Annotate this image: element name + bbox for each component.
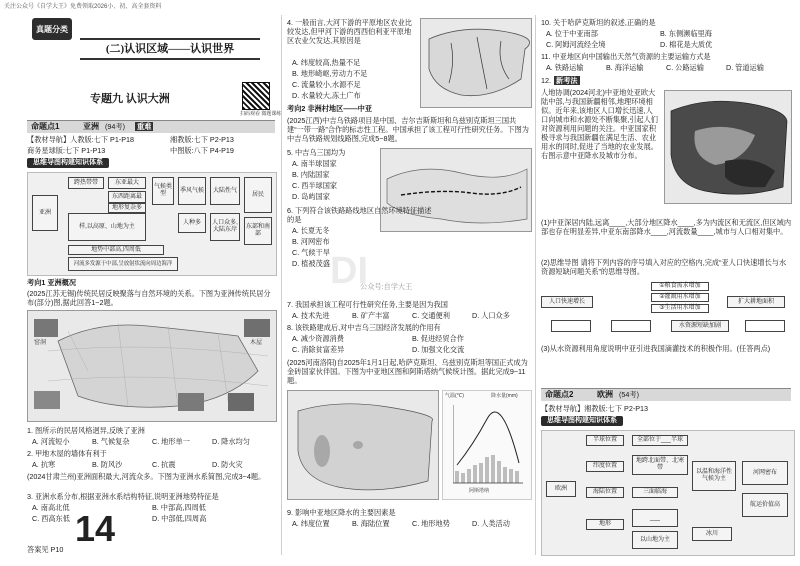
point2-freq: (54考) xyxy=(619,390,639,399)
mid-q5-c[interactable]: C. 西半球国家 xyxy=(292,181,338,190)
mid-q7-a[interactable]: A. 技术先进 xyxy=(292,311,330,320)
mid-q6-d[interactable]: D. 植被茂盛 xyxy=(292,259,330,268)
mm1-node-8: 季风气候 xyxy=(178,177,206,205)
mid-q5-a[interactable]: A. 南半球国家 xyxy=(292,159,337,168)
map-label-1: 木屋 xyxy=(250,340,263,346)
central-asia-map xyxy=(287,390,439,500)
right-q11-d[interactable]: D. 管道运输 xyxy=(726,63,764,72)
flow-opt-1: ②灌溉用水增加 xyxy=(651,293,709,302)
mm1-node-7: 气候类型 xyxy=(152,177,174,205)
mid-q7-d[interactable]: D. 人口众多 xyxy=(472,311,510,320)
mm2-node-4: 全部位于 ___ 半球 xyxy=(632,435,688,446)
chart-label-temp: 气温(℃) xyxy=(445,393,464,399)
point1-bar xyxy=(27,120,275,133)
textbook-row1-b: 湘教版:七下 P2-P13 xyxy=(170,135,234,144)
mid-q5-d[interactable]: D. 岛屿国家 xyxy=(292,192,330,201)
right-q11: 11. 中亚地区向中国输出天然气资源的主要运输方式是 xyxy=(541,52,711,61)
mm1-node-5: 地势中部高,四周低 xyxy=(68,245,164,255)
flow-node-2: 水资源短缺加剧 xyxy=(671,320,729,332)
mid-watermark: 公众号:自学大王 xyxy=(360,282,413,291)
mm1-node-11: 人种多 xyxy=(178,213,206,233)
q12-part1: (1)中亚深居内陆,远离____,大部分地区降水____,多为内流区和无流区,但区域内部也存在明显差异,中亚东南部降水____,河流数量____,城市与人口相对集中。 xyxy=(541,218,792,236)
photo-wood xyxy=(244,319,270,337)
mid-q9-a[interactable]: A. 纬度位置 xyxy=(292,519,330,528)
mid-q6: 6. 下列符合该铁路路线地区自然环境特征描述的是 xyxy=(287,206,432,224)
map-label-0: 窑洞 xyxy=(34,340,47,346)
left-q2-c[interactable]: C. 抗震 xyxy=(152,460,176,469)
q12-intro: 人地协调(2024河北)中亚地处亚欧大陆中部,与我国新疆相邻,地理环境相似。近年来,该地区人口增长迅速,人口向城市和水源处不断集聚,引起人们对资源利用问题的关注。中亚国家积极寻求与我国新疆在满足生活、农业用水的同时,促进了当地的农业发展。右图示意中亚降水及城市分布。 xyxy=(541,88,658,160)
mm2-node-2: 海陆位置 xyxy=(586,487,624,498)
mid-q4: 4. 一般而言,大河下游的平原地区农业比较发达,但甲河下游的西西伯利亚平原地区农业欠发达,其原因是 xyxy=(287,18,412,45)
q12-part2: (2)思维导图 请将下列内容的序号填入对应的空格内,完成“亚人口快速增长与水资源短缺问题关系”的思维导图。 xyxy=(541,258,787,276)
mid-q5: 5. 中吉乌三国均为 xyxy=(287,148,346,157)
point2-bar xyxy=(541,388,791,401)
left-q3-a[interactable]: A. 南高北低 xyxy=(32,503,70,512)
mid-q4-b[interactable]: B. 地形崎岖,劳动力不足 xyxy=(292,69,368,78)
mid-q9-b[interactable]: B. 海陆位置 xyxy=(352,519,390,528)
left-q2-b[interactable]: B. 防风沙 xyxy=(92,460,123,469)
mid-q6-a[interactable]: A. 长夏无冬 xyxy=(292,226,330,235)
mm2-node-12: 冰川 xyxy=(692,527,732,541)
mm1-node-0: 跨热带带 xyxy=(68,177,104,189)
point2-name: 欧洲 xyxy=(597,390,613,399)
mid-q8-d[interactable]: D. 加强文化交流 xyxy=(412,345,465,354)
topic-title: 专题九 认识大洲 xyxy=(90,93,170,105)
mm1-node-6: 河流多发源于中部,呈放射状流向周边海洋 xyxy=(68,257,178,271)
mid-q7-b[interactable]: B. 矿产丰富 xyxy=(352,311,390,320)
mid-q8-b[interactable]: B. 促进经贸合作 xyxy=(412,334,464,343)
mm1-node-10: 居民 xyxy=(244,177,272,213)
chart-label-city: 阿斯塔纳 xyxy=(469,488,490,494)
q12-number: 12. xyxy=(541,76,551,85)
mid-q5-b[interactable]: B. 内陆国家 xyxy=(292,170,330,179)
mm2-node-8: 以山地为主 xyxy=(632,531,678,549)
right-q10-c[interactable]: C. 阿姆河流经全境 xyxy=(546,40,606,49)
column-divider-1 xyxy=(281,15,282,555)
photo-bamboo xyxy=(178,393,204,411)
mindmap1-title: 思维导图构建知识体系 xyxy=(27,158,109,168)
mid-q9: 9. 影响中亚地区降水的主要因素是 xyxy=(287,508,396,517)
mm2-node-5: 地跨北面带、北寒带 xyxy=(632,455,688,475)
mm1-node-2: 东西距离最 xyxy=(108,191,146,203)
left-q1-a[interactable]: A. 河流短小 xyxy=(32,437,70,446)
climate-chart xyxy=(442,390,532,500)
mid-q8-c[interactable]: C. 消除贫富差异 xyxy=(292,345,345,354)
mid-q4-c[interactable]: C. 流量较小,水源不足 xyxy=(292,80,361,89)
photo-stilt xyxy=(228,393,254,411)
column-divider-2 xyxy=(535,15,536,555)
asia-rivers-map xyxy=(420,18,532,108)
mid-q9-c[interactable]: C. 地形地势 xyxy=(412,519,450,528)
flow-blank-0[interactable] xyxy=(551,320,591,332)
watermark-logo: DI xyxy=(330,250,368,292)
mm1-node-9: 大陆性气 xyxy=(210,177,240,205)
mid-intro: (2025江西)中吉乌铁路项目是中国、吉尔吉斯斯坦和乌兹别克斯坦三国共建“一带一路”合作的标志性工程。中国承担了该工程可行性研究任务。下图为中吉乌铁路规划线路图,完成5~8题。 xyxy=(287,116,529,143)
photo-cave xyxy=(34,319,58,337)
section1-label: 考向1 亚洲概况 xyxy=(27,278,77,287)
mm2-node-10: 河网密布 xyxy=(742,461,788,485)
answer-ref[interactable]: 答案见 P10 xyxy=(27,545,64,554)
left-intro: (2025江苏无锡)传统民居反映聚落与自然环境的关系。下图为亚洲传统民居分布(部分)图,据此回答1~2题。 xyxy=(27,289,271,307)
left-q1-c[interactable]: C. 地形单一 xyxy=(152,437,190,446)
mm2-node-11: 航运价值高 xyxy=(742,493,788,517)
qr-caption: 扫码观看 微题课练 xyxy=(240,111,282,117)
flow-blank-2[interactable] xyxy=(745,320,785,332)
left-q2: 2. 甲地木屋的墙体有利于 xyxy=(27,449,107,458)
right-q10-b[interactable]: B. 东侧濒临里海 xyxy=(660,29,712,38)
mm1-node-asia: 亚洲 xyxy=(32,195,58,231)
mid-q8-a[interactable]: A. 减少资源消费 xyxy=(292,334,344,343)
mid-q7: 7. 我国承担该工程可行性研究任务,主要是因为我国 xyxy=(287,300,448,309)
right-q11-a[interactable]: A. 铁路运输 xyxy=(546,63,584,72)
right-q11-c[interactable]: C. 公路运输 xyxy=(666,63,704,72)
qr-code[interactable] xyxy=(242,82,270,110)
left-q3-d[interactable]: D. 中部低,四周高 xyxy=(152,514,207,523)
mm2-node-3: 地形 xyxy=(586,519,624,530)
flow-opt-2: ③生活用水增加 xyxy=(651,304,709,313)
mid-q4-d[interactable]: D. 水量较大,冻土广布 xyxy=(292,91,361,100)
left-q3-c[interactable]: C. 西高东低 xyxy=(32,514,70,523)
top-watermark: 关注公众号《自学大王》免费领取2026小、初、高全套资料 xyxy=(4,4,162,10)
mid-q4-a[interactable]: A. 纬度较高,热量不足 xyxy=(292,58,361,67)
mm2-root: 欧洲 xyxy=(546,481,576,497)
chart-label-precip: 降水量(mm) xyxy=(491,393,518,399)
mm1-node-3: 样,以高原、山地为主 xyxy=(68,213,146,241)
mm1-node-13: 人口众多,大陆东岸 xyxy=(210,213,240,241)
flow-blank-1[interactable] xyxy=(611,320,651,332)
q12-badge: 新考法 xyxy=(556,76,578,85)
flow-opt-0: ①粮食需求增加 xyxy=(651,282,709,291)
right-q11-b[interactable]: B. 海洋运输 xyxy=(606,63,644,72)
mm2-node-9: 以温和海洋性气候为主 xyxy=(692,461,736,491)
mm2-node-0: 半球位置 xyxy=(586,435,624,446)
water-shortage-flow xyxy=(541,282,793,340)
flow-node-1: 扩大耕地面积 xyxy=(727,296,785,308)
chapter-title: (二)认识区域——认识世界 xyxy=(80,38,260,60)
asia-dwellings-map xyxy=(27,310,277,422)
q12-part3: (3)从水资源利用角度说明中亚引进我国滴灌技术的积极作用。(任答两点) xyxy=(541,344,771,353)
flow-node-0: 人口快速增长 xyxy=(541,296,593,308)
left-q3: 3. 亚洲水系分布,根据亚洲水系结构特征,说明亚洲地势特征是 xyxy=(27,492,219,501)
left-q1-b[interactable]: B. 气候复杂 xyxy=(92,437,130,446)
left-q3-b[interactable]: B. 中部高,四周低 xyxy=(152,503,206,512)
point1-tag: 重难 xyxy=(137,122,152,131)
mindmap2 xyxy=(541,430,795,556)
badge-zhenti: 真题分类 xyxy=(32,18,72,40)
textbook-row2-a: 商务星球版:七下 P1-P13 xyxy=(27,146,106,155)
point2-label: 命题点2 xyxy=(545,390,574,399)
textbook-row1-a: 【教材导航】人教版:七下 P1-P18 xyxy=(27,135,135,144)
textbook-row2-b: 中图版:八下 P4-P19 xyxy=(170,146,234,155)
right-q10: 10. 关于哈萨克斯坦的叙述,正确的是 xyxy=(541,18,656,27)
mid-q7-c[interactable]: C. 交通便利 xyxy=(412,311,450,320)
mindmap1 xyxy=(27,172,277,276)
point1-freq: (94考) xyxy=(105,122,125,131)
mm1-node-12: 东部和南部 xyxy=(244,217,272,245)
left-q1-d[interactable]: D. 降水均匀 xyxy=(212,437,250,446)
mm1-node-4: 地形复杂多 xyxy=(108,203,146,213)
right-q10-a[interactable]: A. 位于中亚南部 xyxy=(546,29,598,38)
page-number: 14 xyxy=(75,508,116,549)
photo-yurt xyxy=(34,391,60,409)
mm2-node-6: 三面临海 xyxy=(632,487,678,498)
point1-name: 亚洲 xyxy=(83,122,99,131)
left-q2-a[interactable]: A. 抗寒 xyxy=(32,460,56,469)
mid-q6-b[interactable]: B. 河网密布 xyxy=(292,237,330,246)
right-q10-d[interactable]: D. 棉花是大质优 xyxy=(660,40,713,49)
left-q1: 1. 图所示的民居风格迥异,反映了亚洲 xyxy=(27,426,145,435)
mid-intro2: (2025河南洛阳)自2025年1月1日起,哈萨克斯坦、乌兹别克斯坦等国正式成为金砖国家伙伴国。下图为中亚地区图和阿斯塔纳气候统计图。据此完成9~11题。 xyxy=(287,358,528,385)
point2-textbook: 【教材导航】湘教版:七下 P2-P13 xyxy=(541,404,649,413)
mm2-node-7: ___ xyxy=(632,509,678,527)
central-asia-precip-map xyxy=(664,90,792,204)
mm1-node-1: 东亚最大 xyxy=(108,177,146,189)
mid-section2: 考向2 非洲村地区——中亚 xyxy=(287,104,373,113)
point1-label: 命题点1 xyxy=(31,122,60,131)
mid-q6-c[interactable]: C. 气候干旱 xyxy=(292,248,330,257)
left-q2-d[interactable]: D. 防火灾 xyxy=(212,460,243,469)
left-intro2: (2024甘肃兰州)亚洲面积最大,河流众多。下图为亚洲水系简图,完成3~4题。 xyxy=(27,472,266,481)
mid-q8: 8. 该铁路建成后,对中吉乌三国经济发展的作用有 xyxy=(287,323,441,332)
mm2-node-1: 纬度位置 xyxy=(586,461,624,472)
mindmap2-title: 思维导图构建知识体系 xyxy=(541,416,623,426)
mid-q9-d[interactable]: D. 人类活动 xyxy=(472,519,510,528)
